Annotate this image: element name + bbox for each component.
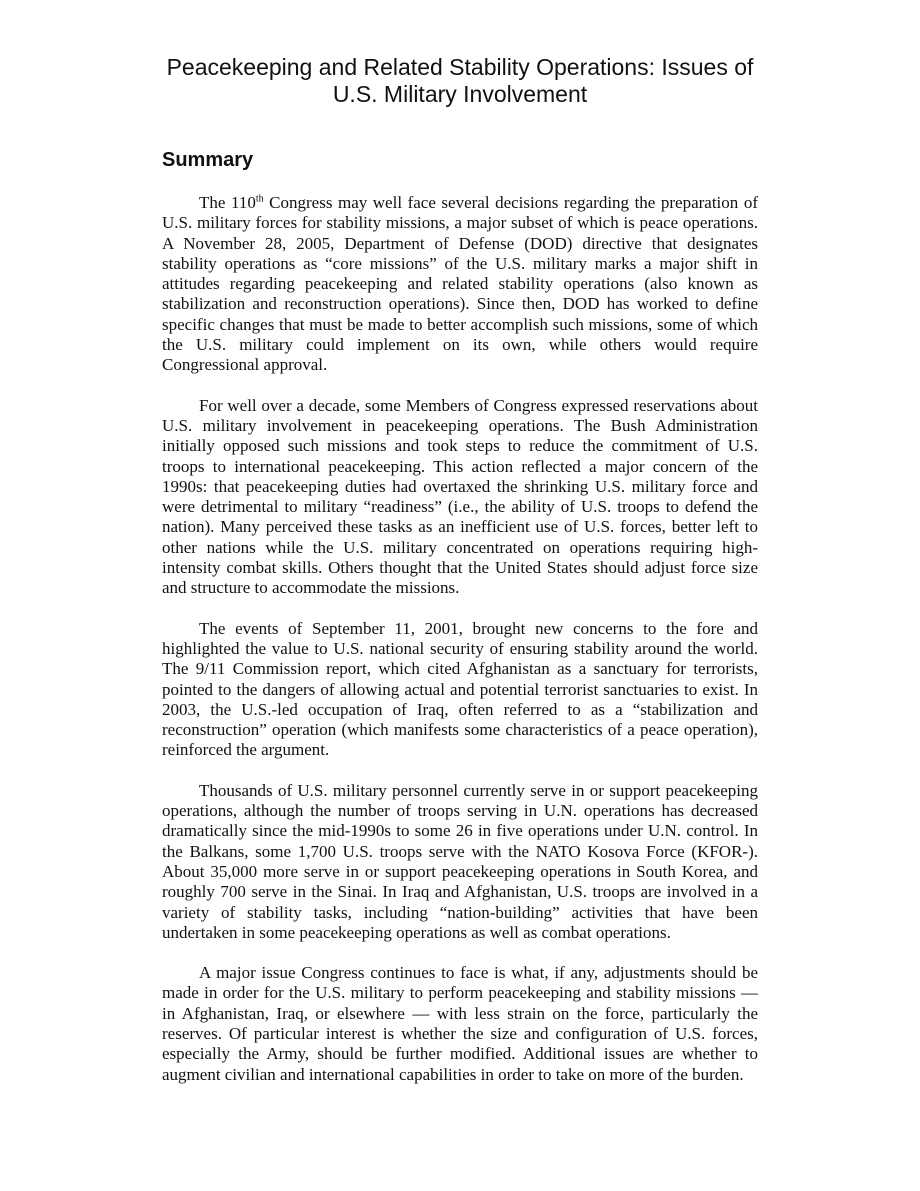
summary-paragraph-5: A major issue Congress continues to face is what, if any, adjustments should be made in order for the U.S. military to perform peacekeeping and stability missions — in Afghanistan, Iraq, or elsewhere — with less strain on the force, particularly the reserves. Of particular interest is whether the size and configuration of U.S. forces, especially the Army, should be further modified. Additional issues are whether to augment civilian and international capabilities in order to take on more of the burden. [162,963,758,1084]
summary-paragraph-3: The events of September 11, 2001, brought new concerns to the fore and highlighted the value to U.S. national security of ensuring stability around the world. The 9/11 Commission report, which cited Afghanistan as a sanctuary for terrorists, pointed to the dangers of allowing actual and potential terrorist sanctuaries to exist. In 2003, the U.S.-led occupation of Iraq, often referred to as a “stabilization and reconstruction” operation (which manifests some characteristics of a peace operation), reinforced the argument. [162,618,758,760]
ordinal-superscript: th [255,193,264,205]
paragraph-1-body: Congress may well face several decisions regarding the preparation of U.S. military forces for stability missions, a major subset of which is peace operations. A November 28, 2005, Department of Defense (DOD) directive that designates stability operations as “core missions” of the U.S. military marks a major shift in attitudes regarding peacekeeping and related stability operations (also known as stabilization and reconstruction operations). Since then, DOD has worked to define specific changes that must be made to better accomplish such missions, some of which the U.S. military could implement on its own, while others would require Congressional approval. [162,193,758,375]
summary-paragraph-4: Thousands of U.S. military personnel currently serve in or support peacekeeping operations, although the number of troops serving in U.N. operations has decreased dramatically since the mid-1990s to some 26 in five operations under U.N. control. In the Balkans, some 1,700 U.S. troops serve with the NATO Kosova Force (KFOR-). About 35,000 more serve in or support peacekeeping operations in South Korea, and roughly 700 serve in the Sinai. In Iraq and Afghanistan, U.S. troops are involved in a variety of stability tasks, including “nation-building” activities that have been undertaken in some peacekeeping operations as well as combat operations. [162,780,758,942]
summary-paragraph-1 [162,193,758,376]
summary-paragraph-2: For well over a decade, some Members of Congress expressed reservations about U.S. military involvement in peacekeeping operations. The Bush Administration initially opposed such missions and took steps to reduce the commitment of U.S. troops to international peacekeeping. This action reflected a major concern of the 1990s: that peacekeeping duties had overtaxed the shrinking U.S. military force and were detrimental to military “readiness” (i.e., the ability of U.S. troops to defend the nation). Many perceived these tasks as an inefficient use of U.S. forces, better left to other nations while the U.S. military concentrated on operations requiring high-intensity combat skills. Others thought that the United States should adjust force size and structure to accommodate the missions. [162,395,758,598]
section-heading-summary: Summary [162,149,254,171]
document-title: Peacekeeping and Related Stability Operations: Issues of U.S. Military Involvement [166,54,754,107]
paragraph-1-lead: The 110 [199,193,256,212]
document-page [162,54,758,1085]
